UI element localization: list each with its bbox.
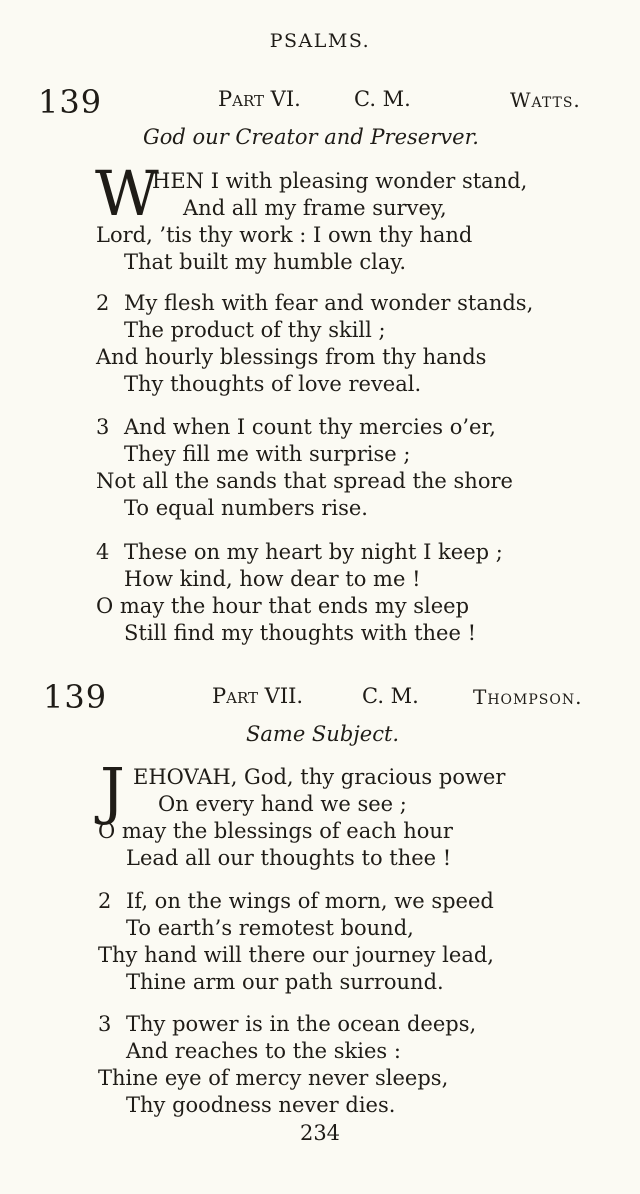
verse-line: Not all the sands that spread the shore xyxy=(96,469,513,493)
hymn-meter: C. M. xyxy=(354,87,411,111)
verse-line: How kind, how dear to me ! xyxy=(124,567,421,591)
hymn-number: 139 xyxy=(38,83,103,121)
verse-line: And hourly blessings from thy hands xyxy=(96,345,487,369)
verse-line: And when I count thy mercies o’er, xyxy=(124,415,496,439)
stanza-number: 3 xyxy=(96,415,110,439)
verse-line: Lord, ’tis thy work : I own thy hand xyxy=(96,223,473,247)
stanza-number: 3 xyxy=(98,1012,112,1036)
verse-line: Thy power is in the ocean deeps, xyxy=(126,1012,477,1036)
verse-line: The product of thy skill ; xyxy=(124,318,386,342)
verse-line: Lead all our thoughts to thee ! xyxy=(126,846,452,870)
verse-line: HEN I with pleasing wonder stand, xyxy=(152,169,528,193)
hymn-part: Part VII. xyxy=(212,684,304,708)
verse-line: O may the hour that ends my sleep xyxy=(96,594,470,618)
stanza-number: 2 xyxy=(98,889,112,913)
verse-line: And reaches to the skies : xyxy=(126,1039,401,1063)
verse-line: These on my heart by night I keep ; xyxy=(124,540,503,564)
verse-line: On every hand we see ; xyxy=(158,792,407,816)
verse-line: They fill me with surprise ; xyxy=(124,442,411,466)
verse-line: Thy thoughts of love reveal. xyxy=(124,372,422,396)
verse-line: Thy hand will there our journey lead, xyxy=(98,943,494,967)
verse-line: Thine arm our path surround. xyxy=(126,970,444,994)
verse-line: O may the blessings of each hour xyxy=(98,819,453,843)
hymn-meter: C. M. xyxy=(362,684,419,708)
hymn-author: Thompson. xyxy=(473,685,583,709)
running-head: PSALMS. xyxy=(269,30,371,52)
verse-line: To earth’s remotest bound, xyxy=(126,916,414,940)
verse-line: My flesh with fear and wonder stands, xyxy=(124,291,534,315)
stanza-number: 2 xyxy=(96,291,110,315)
hymn-subtitle: God our Creator and Preserver. xyxy=(143,125,479,149)
page-number: 234 xyxy=(299,1121,341,1145)
verse-line: Still find my thoughts with thee ! xyxy=(124,621,477,645)
stanza-number: 4 xyxy=(96,540,110,564)
hymn-author: Watts. xyxy=(510,88,581,112)
verse-line: Thy goodness never dies. xyxy=(126,1093,396,1117)
hymn-part: Part VI. xyxy=(218,87,301,111)
verse-line: To equal numbers rise. xyxy=(124,496,368,520)
verse-line: That built my humble clay. xyxy=(124,250,407,274)
drop-cap: W xyxy=(95,157,159,230)
verse-line: And all my frame survey, xyxy=(183,196,447,220)
verse-line: EHOVAH, God, thy gracious power xyxy=(133,765,506,789)
verse-line: Thine eye of mercy never sleeps, xyxy=(98,1066,449,1090)
hymn-subtitle: Same Subject. xyxy=(246,722,400,746)
verse-line: If, on the wings of morn, we speed xyxy=(126,889,494,913)
drop-cap: J xyxy=(100,754,125,827)
hymn-number: 139 xyxy=(43,678,108,716)
